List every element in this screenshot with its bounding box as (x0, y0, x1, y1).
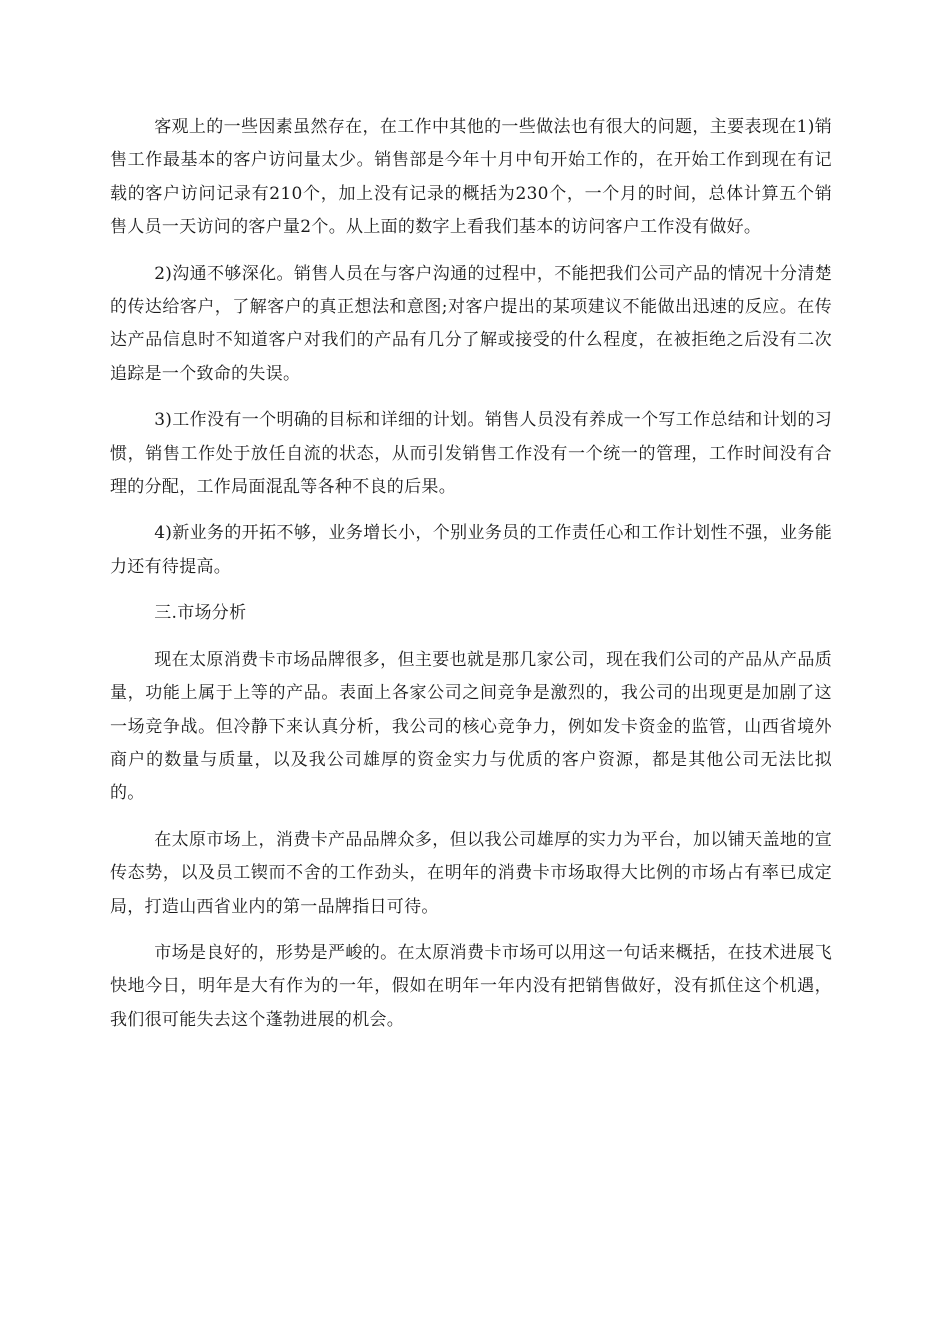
paragraph-market-brands: 现在太原消费卡市场品牌很多，但主要也就是那几家公司，现在我们公司的产品从产品质量，功能上属于上等的产品。表面上各家公司之间竞争是激烈的，我公司的出现更是加剧了这一场竞争战。但冷静下来认真分析，我公司的核心竞争力，例如发卡资金的监管，山西省境外商户的数量与质量，以及我公司雄厚的资金实力与优质的客户资源，都是其他公司无法比拟的。 (110, 649, 832, 804)
document-body (110, 111, 832, 1050)
paragraph-new-business: 4)新业务的开拓不够，业务增长小，个别业务员的工作责任心和工作计划性不强，业务能力还有待提高。 (110, 523, 832, 577)
paragraph-communication: 2)沟通不够深化。销售人员在与客户沟通的过程中，不能把我们公司产品的情况十分清楚的传达给客户，了解客户的真正想法和意图;对客户提出的某项建议不能做出迅速的反应。在传达产品信息时不知道客户对我们的产品有几分了解或接受的什么程度，在被拒绝之后没有二次追踪是一个致命的失误。 (110, 263, 832, 384)
section-heading-market-analysis: 三.市场分析 (154, 603, 247, 624)
paragraph-planning: 3)工作没有一个明确的目标和详细的计划。销售人员没有养成一个写工作总结和计划的习惯，销售工作处于放任自流的状态，从而引发销售工作没有一个统一的管理，工作时间没有合理的分配，工作局面混乱等各种不良的后果。 (110, 410, 832, 498)
paragraph-market-share: 在太原市场上，消费卡产品品牌众多，但以我公司雄厚的实力为平台，加以铺天盖地的宣传态势，以及员工锲而不舍的工作劲头，在明年的消费卡市场取得大比例的市场占有率已成定局，打造山西省业内的第一品牌指日可待。 (110, 829, 832, 917)
paragraph-market-outlook: 市场是良好的，形势是严峻的。在太原消费卡市场可以用这一句话来概括，在技术进展飞快地今日，明年是大有作为的一年，假如在明年一年内没有把销售做好，没有抓住这个机遇，我们很可能失去这个蓬勃进展的机会。 (110, 942, 832, 1030)
paragraph-visit-volume: 客观上的一些因素虽然存在，在工作中其他的一些做法也有很大的问题，主要表现在1)销售工作最基本的客户访问量太少。销售部是今年十月中旬开始工作的，在开始工作到现在有记载的客户访问记录有210个，加上没有记录的概括为230个，一个月的时间，总体计算五个销售人员一天访问的客户量2个。从上面的数字上看我们基本的访问客户工作没有做好。 (110, 117, 832, 238)
